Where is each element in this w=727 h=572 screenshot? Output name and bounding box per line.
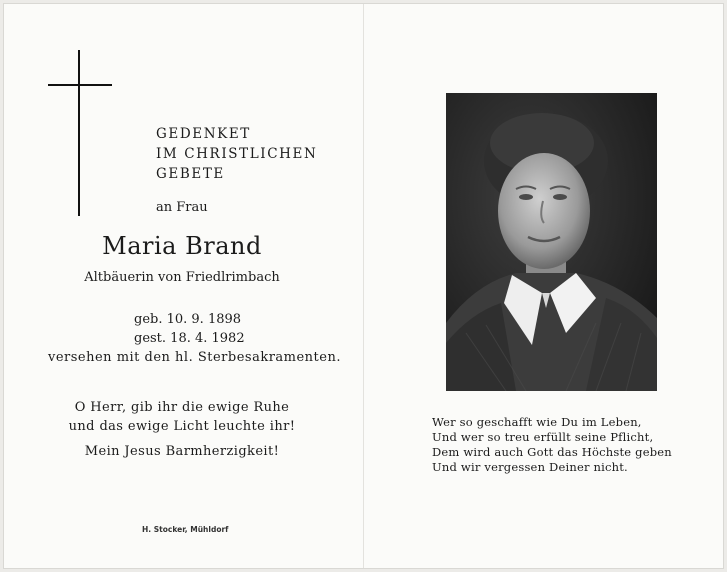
dedication-text: an Frau [156, 200, 208, 215]
prayer-line: und das ewige Licht leuchte ihr! [68, 419, 296, 434]
verse-line: Und wer so treu erfüllt seine Pflicht, [432, 430, 654, 444]
memorial-verse [432, 415, 672, 475]
prayer-line: O Herr, gib ihr die ewige Ruhe [74, 400, 290, 415]
birth-date: geb. 10. 9. 1898 [134, 312, 242, 327]
verse-line: Und wir vergessen Deiner nicht. [432, 460, 628, 474]
cross-icon-vertical [78, 50, 80, 216]
heading-line: GEDENKET [156, 126, 251, 142]
printer-credit: H. Stocker, Mühldorf [142, 525, 229, 534]
portrait-photo [446, 93, 657, 391]
heading-line: GEBETE [156, 166, 225, 182]
card-fold-line [363, 4, 364, 568]
death-date: gest. 18. 4. 1982 [134, 331, 245, 346]
memorial-heading [156, 124, 317, 184]
invocation-text: Mein Jesus Barmherzigkeit! [84, 444, 280, 459]
deceased-name: Maria Brand [102, 232, 262, 260]
prayer [0, 398, 364, 436]
sacraments-text: versehen mit den hl. Sterbesakramenten. [48, 350, 341, 365]
verse-line: Dem wird auch Gott das Höchste geben [432, 445, 672, 459]
deceased-subtitle: Altbäuerin von Friedlrimbach [84, 270, 280, 285]
portrait-photo-icon [446, 93, 657, 391]
heading-line: IM CHRISTLICHEN [156, 146, 318, 162]
verse-line: Wer so geschafft wie Du im Leben, [432, 415, 642, 429]
cross-icon-horizontal [48, 84, 112, 86]
life-dates [134, 310, 245, 348]
